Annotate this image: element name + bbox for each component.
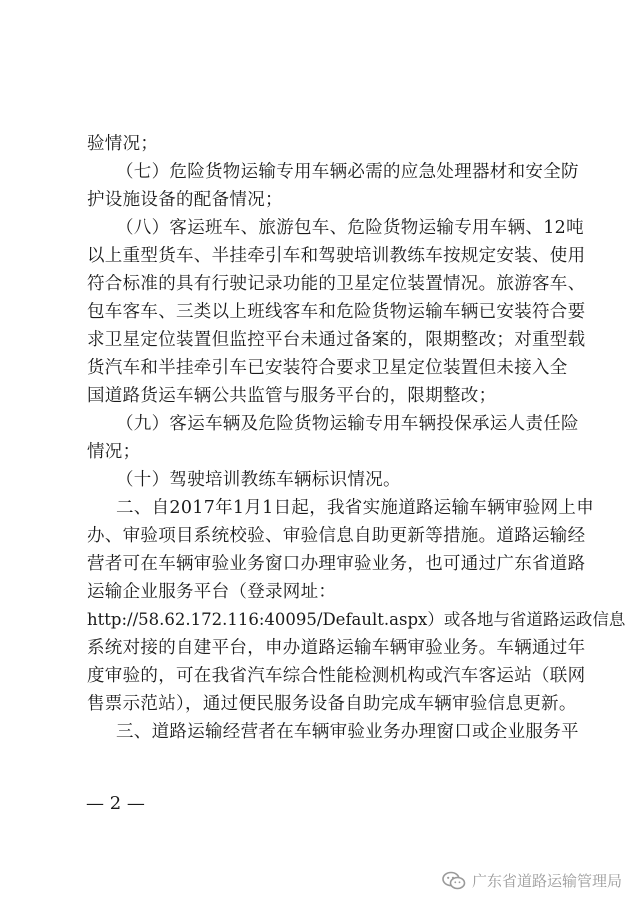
text-line: 验情况； [87,134,159,154]
url-line: http://58.62.172.116:40095/Default.aspx）或各地与省道路运政信息 [87,610,626,629]
text-line: 情况； [87,442,141,462]
text-line: 度审验的，可在我省汽车综合性能检测机构或汽车客运站（联网 [87,666,586,686]
text-line: （九）客运车辆及危险货物运输专用车辆投保承运人责任险 [116,414,579,434]
page-number: — 2 — [86,793,145,814]
text-line: 求卫星定位装置但监控平台未通过备案的，限期整改；对重型载 [87,330,586,350]
text-line: 系统对接的自建平台，申办道路运输车辆审验业务。车辆通过年 [87,638,586,658]
text-line: （十）驾驶培训教练车辆标识情况。 [116,470,401,490]
text-line: 运输企业服务平台（登录网址： [87,582,337,602]
text-line: 包车客车、三类以上班线客车和危险货物运输车辆已安装符合要 [87,302,586,322]
text-line: 售票示范站），通过便民服务设备自助完成车辆审验信息更新。 [87,694,577,714]
text-line: 护设施设备的配备情况； [87,190,283,210]
text-line: 二、自2017年1月1日起，我省实施道路运输车辆审验网上申 [116,498,595,518]
wechat-icon [442,871,466,891]
text-line: 办、审验项目系统校验、审验信息自助更新等措施。道路运输经 [87,526,586,546]
text-line: 营者可在车辆审验业务窗口办理审验业务，也可通过广东省道路 [87,554,586,574]
text-line: （八）客运班车、旅游包车、危险货物运输专用车辆、12吨 [116,218,584,238]
text-line: 三、道路运输经营者在车辆审验业务办理窗口或企业服务平 [116,722,579,742]
text-line: （七）危险货物运输专用车辆必需的应急处理器材和安全防 [116,162,579,182]
watermark-text: 广东省道路运输管理局 [471,872,622,890]
text-line: 符合标准的具有行驶记录功能的卫星定位装置情况。旅游客车、 [87,274,586,294]
text-line: 以上重型货车、半挂牵引车和驾驶培训教练车按规定安装、使用 [87,246,586,266]
text-line: 国道路货运车辆公共监管与服务平台的，限期整改； [87,386,497,406]
watermark [442,870,622,891]
text-line: 货汽车和半挂牵引车已安装符合要求卫星定位装置但未接入全 [87,358,568,378]
